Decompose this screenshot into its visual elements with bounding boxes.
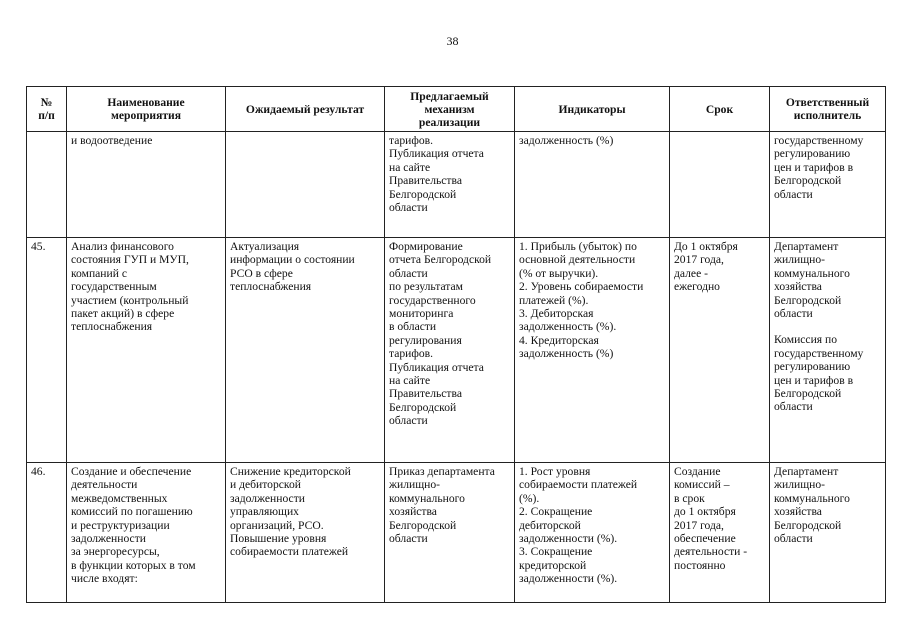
cell-result	[226, 132, 385, 238]
header-name: Наименование мероприятия	[67, 87, 226, 132]
header-result: Ожидаемый результат	[226, 87, 385, 132]
measures-table	[26, 86, 886, 603]
cell-num: 45.	[27, 238, 67, 463]
cell-executor: Департамент жилищно- коммунального хозяйства Белгородской области	[770, 463, 886, 603]
table-row	[27, 132, 886, 238]
executor-secondary: Комиссия по государственному регулированию цен и тарифов в Белгородской области	[774, 333, 864, 414]
cell-term: До 1 октября 2017 года, далее - ежегодно	[670, 238, 770, 463]
header-num: № п/п	[27, 87, 67, 132]
cell-executor: государственному регулированию цен и тарифов в Белгородской области	[770, 132, 886, 238]
header-indicators: Индикаторы	[515, 87, 670, 132]
table-row	[27, 463, 886, 603]
cell-indicators: 1. Прибыль (убыток) по основной деятельности (% от выручки). 2. Уровень собираемости платежей (%). 3. Дебиторская задолженность (%). 4. Кредиторская задолженность (%)	[515, 238, 670, 463]
cell-mechanism: Формирование отчета Белгородской области по результатам государственного мониторинга в области регулирования тарифов. Публикация отчета на сайте Правительства Белгородской области	[385, 238, 515, 463]
cell-mechanism: тарифов. Публикация отчета на сайте Правительства Белгородской области	[385, 132, 515, 238]
cell-indicators: задолженность (%)	[515, 132, 670, 238]
cell-name: Анализ финансового состояния ГУП и МУП, компаний с государственным участием (контрольный пакет акций) в сфере теплоснабжения	[67, 238, 226, 463]
cell-num	[27, 132, 67, 238]
header-mechanism: Предлагаемый механизм реализации	[385, 87, 515, 132]
header-term: Срок	[670, 87, 770, 132]
table-header-row	[27, 87, 886, 132]
cell-result: Актуализация информации о состоянии РСО в сфере теплоснабжения	[226, 238, 385, 463]
cell-mechanism: Приказ департамента жилищно- коммунального хозяйства Белгородской области	[385, 463, 515, 603]
cell-term	[670, 132, 770, 238]
cell-term: Создание комиссий – в срок до 1 октября 2017 года, обеспечение деятельности - постоянно	[670, 463, 770, 603]
cell-name: Создание и обеспечение деятельности межведомственных комиссий по погашению и реструктуризации задолженности за энергоресурсы, в функции которых в том числе входят:	[67, 463, 226, 603]
cell-num: 46.	[27, 463, 67, 603]
cell-name: и водоотведение	[67, 132, 226, 238]
header-executor: Ответственный исполнитель	[770, 87, 886, 132]
page-number: 38	[446, 34, 459, 48]
executor-primary: Департамент жилищно- коммунального хозяйства Белгородской области	[774, 240, 850, 321]
cell-executor	[770, 238, 886, 463]
table-row	[27, 238, 886, 463]
cell-result: Снижение кредиторской и дебиторской задолженности управляющих организаций, РСО. Повышение уровня собираемости платежей	[226, 463, 385, 603]
cell-indicators: 1. Рост уровня собираемости платежей (%). 2. Сокращение дебиторской задолженности (%). 3. Сокращение кредиторской задолженности (%).	[515, 463, 670, 603]
